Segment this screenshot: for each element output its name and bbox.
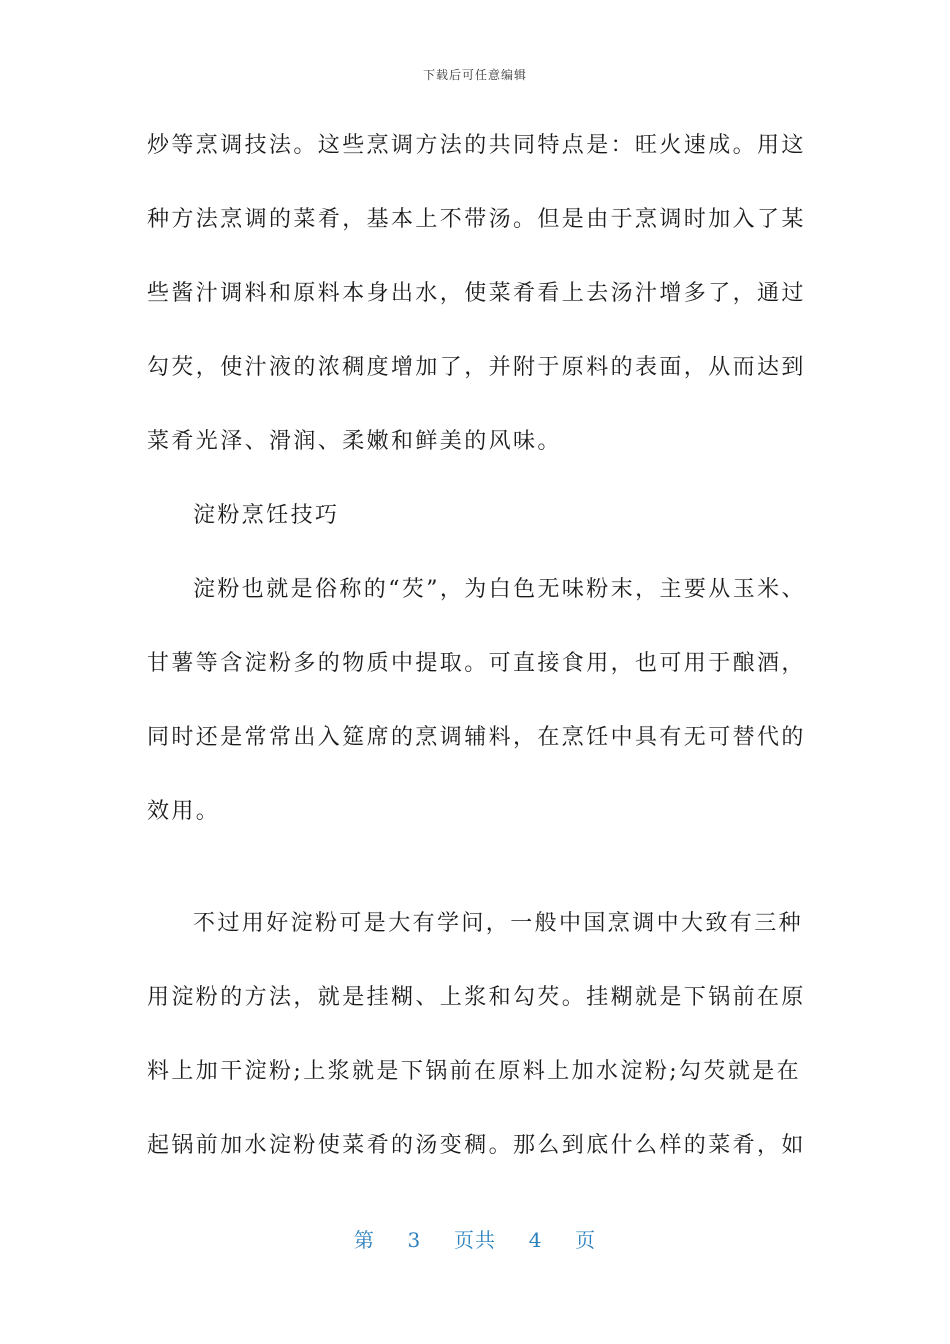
current-page-number: 3 [407, 1228, 422, 1252]
paragraph-gap [147, 864, 807, 902]
section-heading: 淀粉烹饪技巧 [193, 503, 340, 528]
paragraph-3-line-1: 不过用好淀粉可是大有学问，一般中国烹调中大致有三种 [193, 911, 804, 936]
page-label-prefix: 第 [353, 1228, 375, 1252]
paragraph-1-line-5: 菜肴光泽、滑润、柔嫩和鲜美的风味。 [147, 429, 562, 454]
paragraph-1-line-2: 种方法烹调的菜肴，基本上不带汤。但是由于烹调时加入了某 [147, 207, 806, 232]
paragraph-3-line-4: 起锅前加水淀粉使菜肴的汤变稠。那么到底什么样的菜肴，如 [147, 1133, 806, 1158]
page-header-note: 下载后可任意编辑 [422, 68, 527, 82]
paragraph-3-line-3: 料上加干淀粉;上浆就是下锅前在原料上加水淀粉;勾芡就是在 [147, 1059, 802, 1084]
paragraph-2-line-4: 效用。 [147, 799, 221, 824]
paragraph-1-line-4: 勾芡，使汁液的浓稠度增加了，并附于原料的表面，从而达到 [147, 355, 806, 380]
page-label-suffix: 页 [575, 1228, 597, 1252]
page-label-mid: 页共 [454, 1228, 496, 1252]
document-body [147, 124, 807, 1198]
paragraph-1-line-3: 些酱汁调料和原料本身出水，使菜肴看上去汤汁增多了，通过 [147, 281, 806, 306]
paragraph-2-line-3: 同时还是常常出入筵席的烹调辅料，在烹饪中具有无可替代的 [147, 725, 806, 750]
page-footer [0, 1224, 950, 1253]
total-pages-number: 4 [528, 1228, 543, 1252]
paragraph-2-line-2: 甘薯等含淀粉多的物质中提取。可直接食用，也可用于酿酒， [147, 651, 806, 676]
paragraph-3-line-2: 用淀粉的方法，就是挂糊、上浆和勾芡。挂糊就是下锅前在原 [147, 985, 806, 1010]
paragraph-2-line-1: 淀粉也就是俗称的“芡”，为白色无味粉末，主要从玉米、 [193, 577, 806, 602]
paragraph-1-line-1: 炒等烹调技法。这些烹调方法的共同特点是：旺火速成。用这 [147, 133, 806, 158]
